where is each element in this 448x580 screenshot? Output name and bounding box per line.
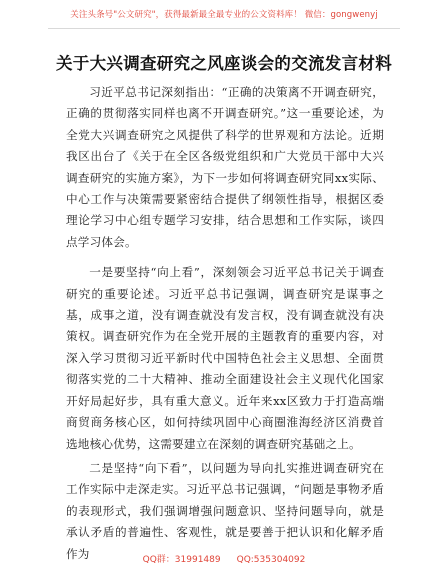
paragraph-point-one: 一是要坚持“向上看”，深刻领会习近平总书记关于调查研究的重要论述。习近平总书记强调，调查研究是谋事之基，成事之道，没有调查就没有发言权，没有调查就没有决策权。调查研究作为在全党开展的主题教育的重要内容，对深入学习贯彻习近平新时代中国特色社会主义思想、全面贯彻落实党的二十大精神、推动全面建设社会主义现代化国家开好局起好步，具有重大意义。近年来xx区致力于打造高端商贸商务核心区，如何持续巩固中心商圈淮海经济区消费首选地核心优势，这需要建立在深刻的调查研究基础之上。 xyxy=(66,265,384,451)
header-banner: 关注头条号"公文研究"，获得最新最全最专业的公文资料库！ 微信：gongwenyj xyxy=(70,10,378,20)
footer-qq: QQ:535304092 xyxy=(236,555,306,565)
footer-qq-group: QQ群：31991489 xyxy=(142,555,221,565)
paragraph-intro: 习近平总书记深刻指出：“正确的决策离不开调查研究，正确的贯彻落实同样也离不开调查研究。”这一重要论述，为全党大兴调查研究之风提供了科学的世界观和方法论。近期我区出台了《关于在全区各级党组织和广大党员干部中大兴调查研究的实施方案》，为下一步如何将调查研究同xx实际、中心工作与决策需要紧密结合提供了纲领性指导，根据区委理论学习中心组专题学习安排，结合思想和工作实际，谈四点学习体会。 xyxy=(66,85,384,249)
document-body xyxy=(66,82,384,568)
document-title: 关于大兴调查研究之风座谈会的交流发言材料 xyxy=(56,54,392,73)
header-divider xyxy=(48,28,400,29)
footer-contact xyxy=(0,552,448,565)
paragraph-point-two: 二是坚持“向下看”，以问题为导向扎实推进调查研究在工作实际中走深走实。习近平总书记强调，“问题是事物矛盾的表现形式，我们强调增强问题意识、坚持问题导向，就是承认矛盾的普遍性、客观性，就是要善于把认识和化解矛盾作为 xyxy=(66,460,384,561)
